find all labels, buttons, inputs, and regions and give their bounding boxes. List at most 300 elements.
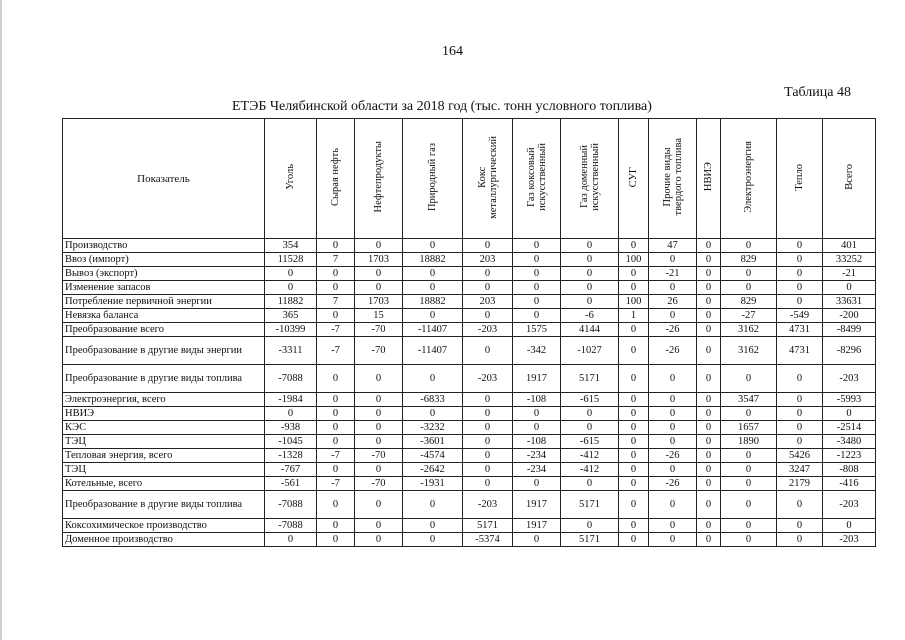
column-header-label: Прочие виды твердого топлива — [661, 138, 684, 216]
cell-value: 0 — [777, 491, 823, 519]
cell-value: 0 — [697, 449, 721, 463]
cell-value: 0 — [777, 421, 823, 435]
column-header-label: НВИЭ — [703, 162, 714, 192]
cell-value: 3547 — [721, 393, 777, 407]
table-row — [63, 337, 876, 365]
row-label: Ввоз (импорт) — [63, 253, 265, 267]
cell-value: 0 — [317, 421, 355, 435]
cell-value: -26 — [649, 477, 697, 491]
cell-value: 0 — [355, 281, 403, 295]
cell-value: -11407 — [403, 337, 463, 365]
cell-value: 0 — [619, 365, 649, 393]
cell-value: 100 — [619, 253, 649, 267]
cell-value: -203 — [823, 533, 876, 547]
cell-value: -1223 — [823, 449, 876, 463]
page-number: 164 — [442, 44, 463, 59]
cell-value: 0 — [513, 309, 561, 323]
cell-value: -26 — [649, 449, 697, 463]
row-label: Тепловая энергия, всего — [63, 449, 265, 463]
row-label: Котельные, всего — [63, 477, 265, 491]
cell-value: 0 — [649, 519, 697, 533]
cell-value: 0 — [777, 253, 823, 267]
cell-value: 5171 — [561, 491, 619, 519]
cell-value: 354 — [265, 239, 317, 253]
cell-value: -203 — [463, 365, 513, 393]
cell-value: 0 — [463, 393, 513, 407]
column-header — [697, 119, 721, 239]
cell-value: 0 — [355, 365, 403, 393]
table-row — [63, 253, 876, 267]
cell-value: -4574 — [403, 449, 463, 463]
column-header-indicator: Показатель — [63, 119, 265, 239]
cell-value: 0 — [697, 337, 721, 365]
cell-value: 0 — [697, 239, 721, 253]
cell-value: -2642 — [403, 463, 463, 477]
cell-value: 0 — [561, 421, 619, 435]
row-label: ТЭЦ — [63, 435, 265, 449]
table-row — [63, 463, 876, 477]
cell-value: -3480 — [823, 435, 876, 449]
cell-value: 0 — [697, 407, 721, 421]
cell-value: 0 — [463, 449, 513, 463]
cell-value: 0 — [355, 421, 403, 435]
cell-value: -615 — [561, 435, 619, 449]
cell-value: 0 — [317, 407, 355, 421]
cell-value: 3247 — [777, 463, 823, 477]
cell-value: 0 — [317, 393, 355, 407]
cell-value: 0 — [697, 309, 721, 323]
cell-value: 0 — [823, 407, 876, 421]
cell-value: 0 — [265, 407, 317, 421]
cell-value: 18882 — [403, 295, 463, 309]
table-row — [63, 393, 876, 407]
cell-value: -70 — [355, 477, 403, 491]
cell-value: 0 — [721, 365, 777, 393]
cell-value: 5171 — [463, 519, 513, 533]
table-row — [63, 435, 876, 449]
cell-value: 0 — [619, 337, 649, 365]
cell-value: 0 — [403, 365, 463, 393]
cell-value: 0 — [317, 519, 355, 533]
cell-value: 0 — [355, 533, 403, 547]
cell-value: 33631 — [823, 295, 876, 309]
cell-value: 1703 — [355, 253, 403, 267]
row-label: ТЭЦ — [63, 463, 265, 477]
table-row — [63, 239, 876, 253]
column-header-label: Нефтепродукты — [373, 141, 384, 213]
cell-value: 0 — [317, 365, 355, 393]
column-header — [823, 119, 876, 239]
cell-value: 0 — [463, 281, 513, 295]
cell-value: 0 — [403, 239, 463, 253]
cell-value: 0 — [513, 407, 561, 421]
cell-value: 0 — [619, 281, 649, 295]
cell-value: 1657 — [721, 421, 777, 435]
cell-value: 0 — [721, 463, 777, 477]
cell-value: 0 — [513, 281, 561, 295]
cell-value: 100 — [619, 295, 649, 309]
cell-value: 0 — [697, 267, 721, 281]
cell-value: 3162 — [721, 337, 777, 365]
column-header — [561, 119, 619, 239]
row-label: Преобразование всего — [63, 323, 265, 337]
cell-value: -70 — [355, 337, 403, 365]
cell-value: 0 — [513, 477, 561, 491]
cell-value: 0 — [463, 239, 513, 253]
cell-value: 0 — [403, 309, 463, 323]
column-header — [721, 119, 777, 239]
cell-value: 0 — [463, 435, 513, 449]
cell-value: 0 — [317, 533, 355, 547]
cell-value: 0 — [777, 267, 823, 281]
cell-value: 0 — [649, 463, 697, 477]
cell-value: -549 — [777, 309, 823, 323]
cell-value: 0 — [355, 239, 403, 253]
cell-value: -7 — [317, 477, 355, 491]
row-label: Преобразование в другие виды энергии — [63, 337, 265, 365]
cell-value: 5171 — [561, 365, 619, 393]
cell-value: -26 — [649, 337, 697, 365]
cell-value: 0 — [697, 393, 721, 407]
cell-value: 0 — [777, 281, 823, 295]
cell-value: 0 — [721, 267, 777, 281]
cell-value: 0 — [619, 477, 649, 491]
cell-value: 0 — [265, 533, 317, 547]
cell-value: 0 — [619, 449, 649, 463]
cell-value: 1917 — [513, 519, 561, 533]
cell-value: -7088 — [265, 365, 317, 393]
column-header-label: Всего — [843, 164, 855, 190]
table-row — [63, 323, 876, 337]
cell-value: 0 — [777, 519, 823, 533]
cell-value: 0 — [721, 491, 777, 519]
cell-value: 0 — [777, 407, 823, 421]
cell-value: -203 — [823, 365, 876, 393]
row-label: Коксохимическое производство — [63, 519, 265, 533]
cell-value: -3601 — [403, 435, 463, 449]
cell-value: 1917 — [513, 491, 561, 519]
cell-value: 0 — [265, 281, 317, 295]
cell-value: -70 — [355, 323, 403, 337]
cell-value: 0 — [355, 267, 403, 281]
table-body — [63, 239, 876, 547]
table-row — [63, 519, 876, 533]
cell-value: 0 — [463, 421, 513, 435]
table-title: ЕТЭБ Челябинской области за 2018 год (тыс. тонн условного топлива) — [232, 99, 652, 114]
cell-value: 0 — [649, 365, 697, 393]
table-row — [63, 281, 876, 295]
cell-value: -234 — [513, 463, 561, 477]
cell-value: 0 — [463, 463, 513, 477]
cell-value: 0 — [403, 533, 463, 547]
cell-value: 0 — [697, 435, 721, 449]
row-label: Преобразование в другие виды топлива — [63, 365, 265, 393]
column-header-label: Электроэнергия — [743, 141, 754, 213]
column-header-label: Газ коксовый искусственный — [525, 143, 548, 211]
column-header — [355, 119, 403, 239]
cell-value: 4731 — [777, 337, 823, 365]
column-header-label: Тепло — [794, 163, 805, 191]
cell-value: -203 — [823, 491, 876, 519]
cell-value: 0 — [317, 267, 355, 281]
cell-value: 0 — [649, 421, 697, 435]
table-row — [63, 365, 876, 393]
cell-value: 7 — [317, 253, 355, 267]
column-header-label: Уголь — [285, 164, 296, 190]
cell-value: -6833 — [403, 393, 463, 407]
cell-value: 3162 — [721, 323, 777, 337]
cell-value: 0 — [777, 365, 823, 393]
cell-value: 0 — [697, 295, 721, 309]
row-label: Невязка баланса — [63, 309, 265, 323]
cell-value: 0 — [403, 407, 463, 421]
cell-value: 0 — [619, 239, 649, 253]
cell-value: 0 — [649, 393, 697, 407]
cell-value: -412 — [561, 463, 619, 477]
row-label: НВИЭ — [63, 407, 265, 421]
cell-value: 0 — [355, 407, 403, 421]
cell-value: -767 — [265, 463, 317, 477]
column-header-label: Газ доменный искусственный — [578, 143, 601, 211]
cell-value: -2514 — [823, 421, 876, 435]
cell-value: 0 — [619, 393, 649, 407]
cell-value: 0 — [697, 365, 721, 393]
cell-value: -5993 — [823, 393, 876, 407]
cell-value: 0 — [649, 407, 697, 421]
cell-value: 0 — [513, 421, 561, 435]
page-edge — [0, 0, 2, 640]
cell-value: 0 — [561, 477, 619, 491]
cell-value: -3311 — [265, 337, 317, 365]
cell-value: 0 — [403, 267, 463, 281]
cell-value: 0 — [403, 491, 463, 519]
table-row — [63, 309, 876, 323]
cell-value: 0 — [721, 519, 777, 533]
cell-value: -108 — [513, 393, 561, 407]
cell-value: 4144 — [561, 323, 619, 337]
cell-value: 0 — [463, 337, 513, 365]
cell-value: 26 — [649, 295, 697, 309]
cell-value: 0 — [649, 435, 697, 449]
cell-value: -70 — [355, 449, 403, 463]
cell-value: -416 — [823, 477, 876, 491]
cell-value: 0 — [317, 491, 355, 519]
cell-value: 0 — [649, 281, 697, 295]
cell-value: 0 — [561, 253, 619, 267]
cell-value: 0 — [513, 253, 561, 267]
cell-value: 0 — [721, 477, 777, 491]
cell-value: -938 — [265, 421, 317, 435]
cell-value: 0 — [619, 421, 649, 435]
column-header — [777, 119, 823, 239]
cell-value: -26 — [649, 323, 697, 337]
cell-value: 829 — [721, 253, 777, 267]
cell-value: 0 — [619, 463, 649, 477]
cell-value: -10399 — [265, 323, 317, 337]
cell-value: 11528 — [265, 253, 317, 267]
cell-value: -561 — [265, 477, 317, 491]
column-header — [265, 119, 317, 239]
cell-value: -11407 — [403, 323, 463, 337]
cell-value: 0 — [721, 239, 777, 253]
cell-value: 0 — [619, 323, 649, 337]
cell-value: 1917 — [513, 365, 561, 393]
row-label: Потребление первичной энергии — [63, 295, 265, 309]
cell-value: 33252 — [823, 253, 876, 267]
cell-value: 1575 — [513, 323, 561, 337]
cell-value: -808 — [823, 463, 876, 477]
cell-value: 0 — [619, 267, 649, 281]
cell-value: 0 — [317, 239, 355, 253]
table-row — [63, 477, 876, 491]
column-header — [317, 119, 355, 239]
cell-value: 5171 — [561, 533, 619, 547]
cell-value: 0 — [463, 267, 513, 281]
cell-value: 0 — [777, 533, 823, 547]
column-header — [649, 119, 697, 239]
table-row — [63, 267, 876, 281]
cell-value: 0 — [649, 309, 697, 323]
cell-value: 0 — [721, 407, 777, 421]
cell-value: 0 — [463, 477, 513, 491]
cell-value: -27 — [721, 309, 777, 323]
column-header — [513, 119, 561, 239]
cell-value: 0 — [649, 533, 697, 547]
cell-value: 0 — [355, 491, 403, 519]
cell-value: 0 — [823, 281, 876, 295]
cell-value: 203 — [463, 295, 513, 309]
cell-value: -234 — [513, 449, 561, 463]
cell-value: -1027 — [561, 337, 619, 365]
cell-value: 0 — [561, 281, 619, 295]
cell-value: 7 — [317, 295, 355, 309]
cell-value: 0 — [697, 421, 721, 435]
cell-value: -1045 — [265, 435, 317, 449]
cell-value: 0 — [355, 393, 403, 407]
cell-value: 829 — [721, 295, 777, 309]
cell-value: 1703 — [355, 295, 403, 309]
cell-value: 0 — [619, 491, 649, 519]
cell-value: 0 — [697, 463, 721, 477]
table-header-row — [63, 119, 876, 239]
cell-value: 0 — [777, 239, 823, 253]
column-header — [403, 119, 463, 239]
cell-value: 0 — [561, 519, 619, 533]
cell-value: 0 — [561, 267, 619, 281]
cell-value: 0 — [463, 407, 513, 421]
cell-value: -7088 — [265, 491, 317, 519]
cell-value: 0 — [619, 519, 649, 533]
cell-value: -8296 — [823, 337, 876, 365]
table-label: Таблица 48 — [784, 85, 851, 100]
cell-value: -7 — [317, 323, 355, 337]
cell-value: 15 — [355, 309, 403, 323]
cell-value: -6 — [561, 309, 619, 323]
row-label: Производство — [63, 239, 265, 253]
cell-value: 0 — [317, 309, 355, 323]
cell-value: 2179 — [777, 477, 823, 491]
row-label: Изменение запасов — [63, 281, 265, 295]
table-row — [63, 491, 876, 519]
cell-value: 0 — [697, 477, 721, 491]
cell-value: -412 — [561, 449, 619, 463]
cell-value: 4731 — [777, 323, 823, 337]
cell-value: 0 — [649, 491, 697, 519]
cell-value: -1984 — [265, 393, 317, 407]
cell-value: 0 — [355, 519, 403, 533]
cell-value: -108 — [513, 435, 561, 449]
cell-value: -21 — [823, 267, 876, 281]
cell-value: 0 — [777, 393, 823, 407]
column-header-label: СУГ — [628, 166, 639, 188]
cell-value: 0 — [697, 253, 721, 267]
cell-value: 0 — [317, 281, 355, 295]
cell-value: 0 — [619, 435, 649, 449]
cell-value: -8499 — [823, 323, 876, 337]
cell-value: 0 — [697, 491, 721, 519]
cell-value: -21 — [649, 267, 697, 281]
cell-value: 0 — [649, 253, 697, 267]
cell-value: -7 — [317, 337, 355, 365]
row-label: КЭС — [63, 421, 265, 435]
cell-value: 0 — [561, 239, 619, 253]
cell-value: 0 — [777, 435, 823, 449]
column-header-label: Природный газ — [427, 142, 438, 212]
cell-value: 0 — [355, 463, 403, 477]
cell-value: -3232 — [403, 421, 463, 435]
cell-value: 0 — [513, 239, 561, 253]
cell-value: 0 — [619, 407, 649, 421]
cell-value: 0 — [697, 519, 721, 533]
column-header — [463, 119, 513, 239]
cell-value: 0 — [403, 519, 463, 533]
cell-value: 0 — [561, 295, 619, 309]
cell-value: 0 — [355, 435, 403, 449]
cell-value: 0 — [513, 267, 561, 281]
cell-value: -615 — [561, 393, 619, 407]
cell-value: 0 — [561, 407, 619, 421]
row-label: Электроэнергия, всего — [63, 393, 265, 407]
cell-value: 18882 — [403, 253, 463, 267]
cell-value: 0 — [697, 323, 721, 337]
table-row — [63, 407, 876, 421]
column-header — [619, 119, 649, 239]
row-label: Доменное производство — [63, 533, 265, 547]
cell-value: -200 — [823, 309, 876, 323]
cell-value: 0 — [777, 295, 823, 309]
cell-value: -1931 — [403, 477, 463, 491]
cell-value: 1890 — [721, 435, 777, 449]
cell-value: -7088 — [265, 519, 317, 533]
cell-value: 0 — [317, 463, 355, 477]
column-header-label: Кокс металлургический — [476, 135, 499, 219]
cell-value: 0 — [721, 449, 777, 463]
cell-value: 0 — [721, 281, 777, 295]
cell-value: 0 — [721, 533, 777, 547]
cell-value: -203 — [463, 491, 513, 519]
cell-value: 0 — [513, 533, 561, 547]
cell-value: 401 — [823, 239, 876, 253]
cell-value: 0 — [697, 281, 721, 295]
energy-balance-table — [62, 118, 876, 547]
cell-value: -342 — [513, 337, 561, 365]
cell-value: 365 — [265, 309, 317, 323]
cell-value: -203 — [463, 323, 513, 337]
row-label: Преобразование в другие виды топлива — [63, 491, 265, 519]
row-label: Вывоз (экспорт) — [63, 267, 265, 281]
table-row — [63, 533, 876, 547]
table-row — [63, 449, 876, 463]
